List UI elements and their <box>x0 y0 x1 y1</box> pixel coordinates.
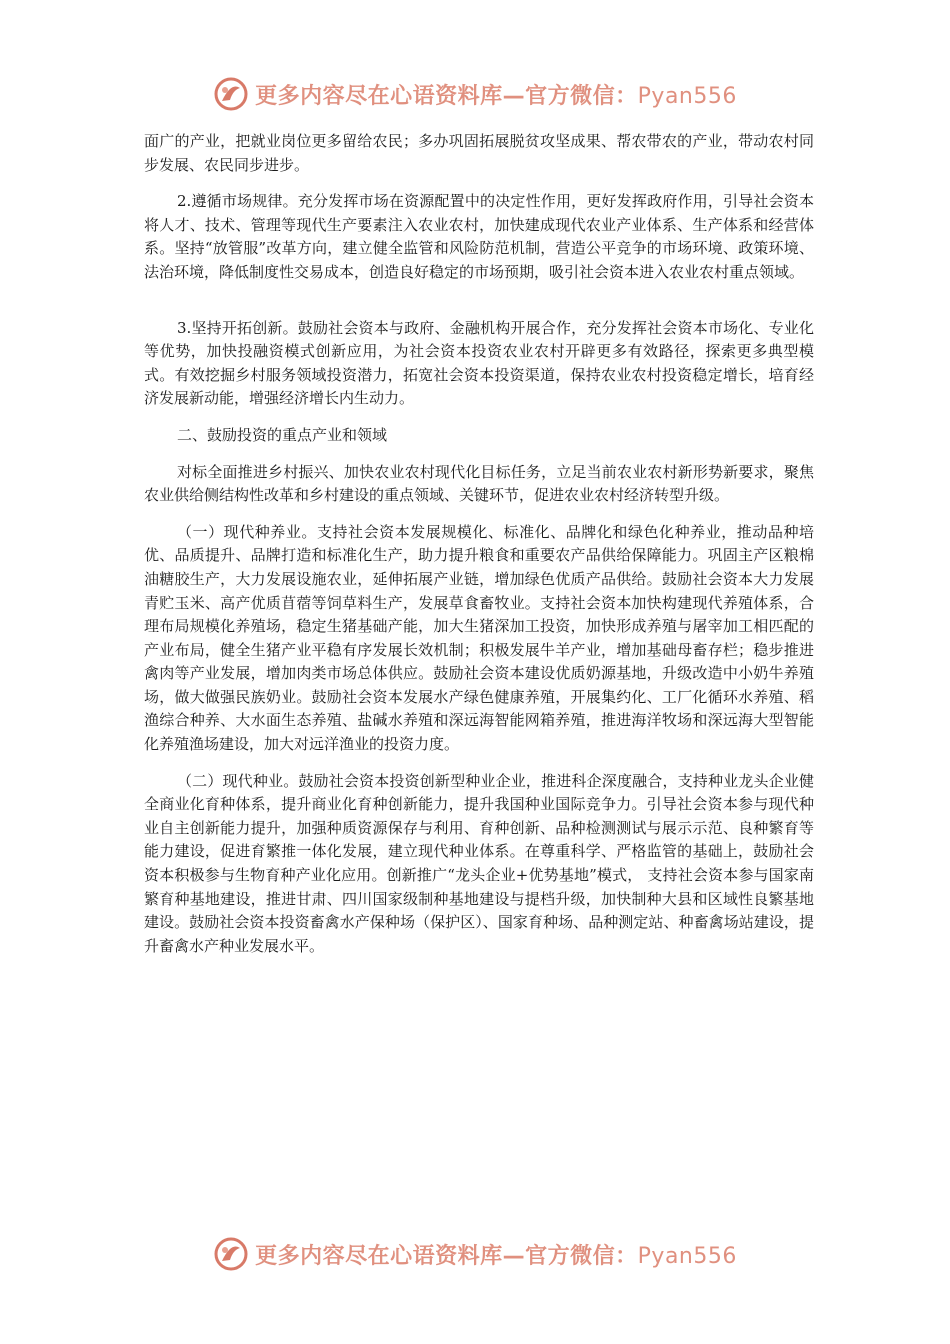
watermark-banner-bottom <box>0 1232 950 1276</box>
watermark-site-text: 更多内容尽在心语资料库 <box>255 1243 503 1269</box>
watermark-wechat-id: Pyan556 <box>637 1243 737 1269</box>
watermark-site-text: 更多内容尽在心语资料库 <box>255 83 503 109</box>
watermark-wechat-label: 官方微信： <box>525 83 638 109</box>
paragraph-market-rules: 2.遵循市场规律。充分发挥市场在资源配置中的决定性作用，更好发挥政府作用，引导社会资本将人才、技术、管理等现代生产要素注入农业农村，加快建成现代农业产业体系、生产体系和经营体系。坚持“放管服”改革方向，建立健全监管和风险防范机制，营造公平竞争的市场环境、政策环境、法治环境，降低制度性交易成本，创造良好稳定的市场预期，吸引社会资本进入农业农村重点领域。 <box>144 192 814 281</box>
paragraph-overview: 对标全面推进乡村振兴、加快农业农村现代化目标任务，立足当前农业农村新形势新要求，聚焦农业供给侧结构性改革和乡村建设的重点领域、关键环节，促进农业农村经济转型升级。 <box>144 462 814 505</box>
paragraph-modern-farming: （一）现代种养业。支持社会资本发展规模化、标准化、品牌化和绿色化种养业，推动品种培优、品质提升、品牌打造和标准化生产，助力提升粮食和重要农产品供给保障能力。巩固主产区粮棉油糖胶生产，大力发展设施农业，延伸拓展产业链，增加绿色优质产品供给。鼓励社会资本大力发展青贮玉米、高产优质苜蓿等饲草料生产，发展草食畜牧业。支持社会资本加快构建现代养殖体系，合理布局规模化养殖场，稳定生猪基础产能，加大生猪深加工投资，加快形成养殖与屠宰加工相匹配的产业布局，健全生猪产业平稳有序发展长效机制；积极发展牛羊产业，增加基础母畜存栏；稳步推进禽肉等产业发展，增加肉类市场总体供应。鼓励社会资本建设优质奶源基地，升级改造中小奶牛养殖场，做大做强民族奶业。鼓励社会资本发展水产绿色健康养殖，开展集约化、工厂化循环水养殖、稻渔综合种养、大水面生态养殖、盐碱水养殖和深远海智能网箱养殖，推进海洋牧场和深远海大型智能化养殖渔场建设，加大对远洋渔业的投资力度。 <box>144 522 814 754</box>
watermark-separator: — <box>502 83 526 109</box>
watermark-text <box>255 79 737 110</box>
paragraph-continuation: 面广的产业，把就业岗位更多留给农民；多办巩固拓展脱贫攻坚成果、帮农带农的产业，带动农村同步发展、农民同步进步。 <box>144 132 814 174</box>
brand-logo-icon <box>213 1236 249 1272</box>
paragraph-modern-seed-industry: （二）现代种业。鼓励社会资本投资创新型种业企业，推进科企深度融合，支持种业龙头企业健全商业化育种体系，提升商业化育种创新能力，提升我国种业国际竞争力。引导社会资本参与现代种业自主创新能力提升，加强种质资源保存与利用、育种创新、品种检测测试与展示示范、良种繁育等能力建设，促进育繁推一体化发展，建立现代种业体系。在尊重科学、严格监管的基础上，鼓励社会资本积极参与生物育种产业化应用。创新推广“龙头企业+优势基地”模式， 支持社会资本参与国家南繁育种基地建设，推进甘肃、四川国家级制种基地建设与提档升级，加快制种大县和区域性良繁基地建设。鼓励社会资本投资畜禽水产保种场（保护区）、国家育种场、品种测定站、种畜禽场站建设，提升畜禽水产种业发展水平。 <box>144 771 814 955</box>
paragraph-innovation: 3.坚持开拓创新。鼓励社会资本与政府、金融机构开展合作，充分发挥社会资本市场化、专业化等优势，加快投融资模式创新应用，为社会资本投资农业农村开辟更多有效路径，探索更多典型模式。有效挖掘乡村服务领域投资潜力，拓宽社会资本投资渠道，保持农业农村投资稳定增长，培育经济发展新动能，增强经济增长内生动力。 <box>144 318 814 408</box>
watermark-wechat-id: Pyan556 <box>637 83 737 109</box>
watermark-wechat-label: 官方微信： <box>525 1243 638 1269</box>
watermark-separator: — <box>502 1243 526 1269</box>
document-body <box>144 130 814 958</box>
section-heading: 二、鼓励投资的重点产业和领域 <box>177 425 388 444</box>
watermark-text <box>255 1239 737 1270</box>
watermark-banner-top <box>0 72 950 116</box>
brand-logo-icon <box>213 76 249 112</box>
